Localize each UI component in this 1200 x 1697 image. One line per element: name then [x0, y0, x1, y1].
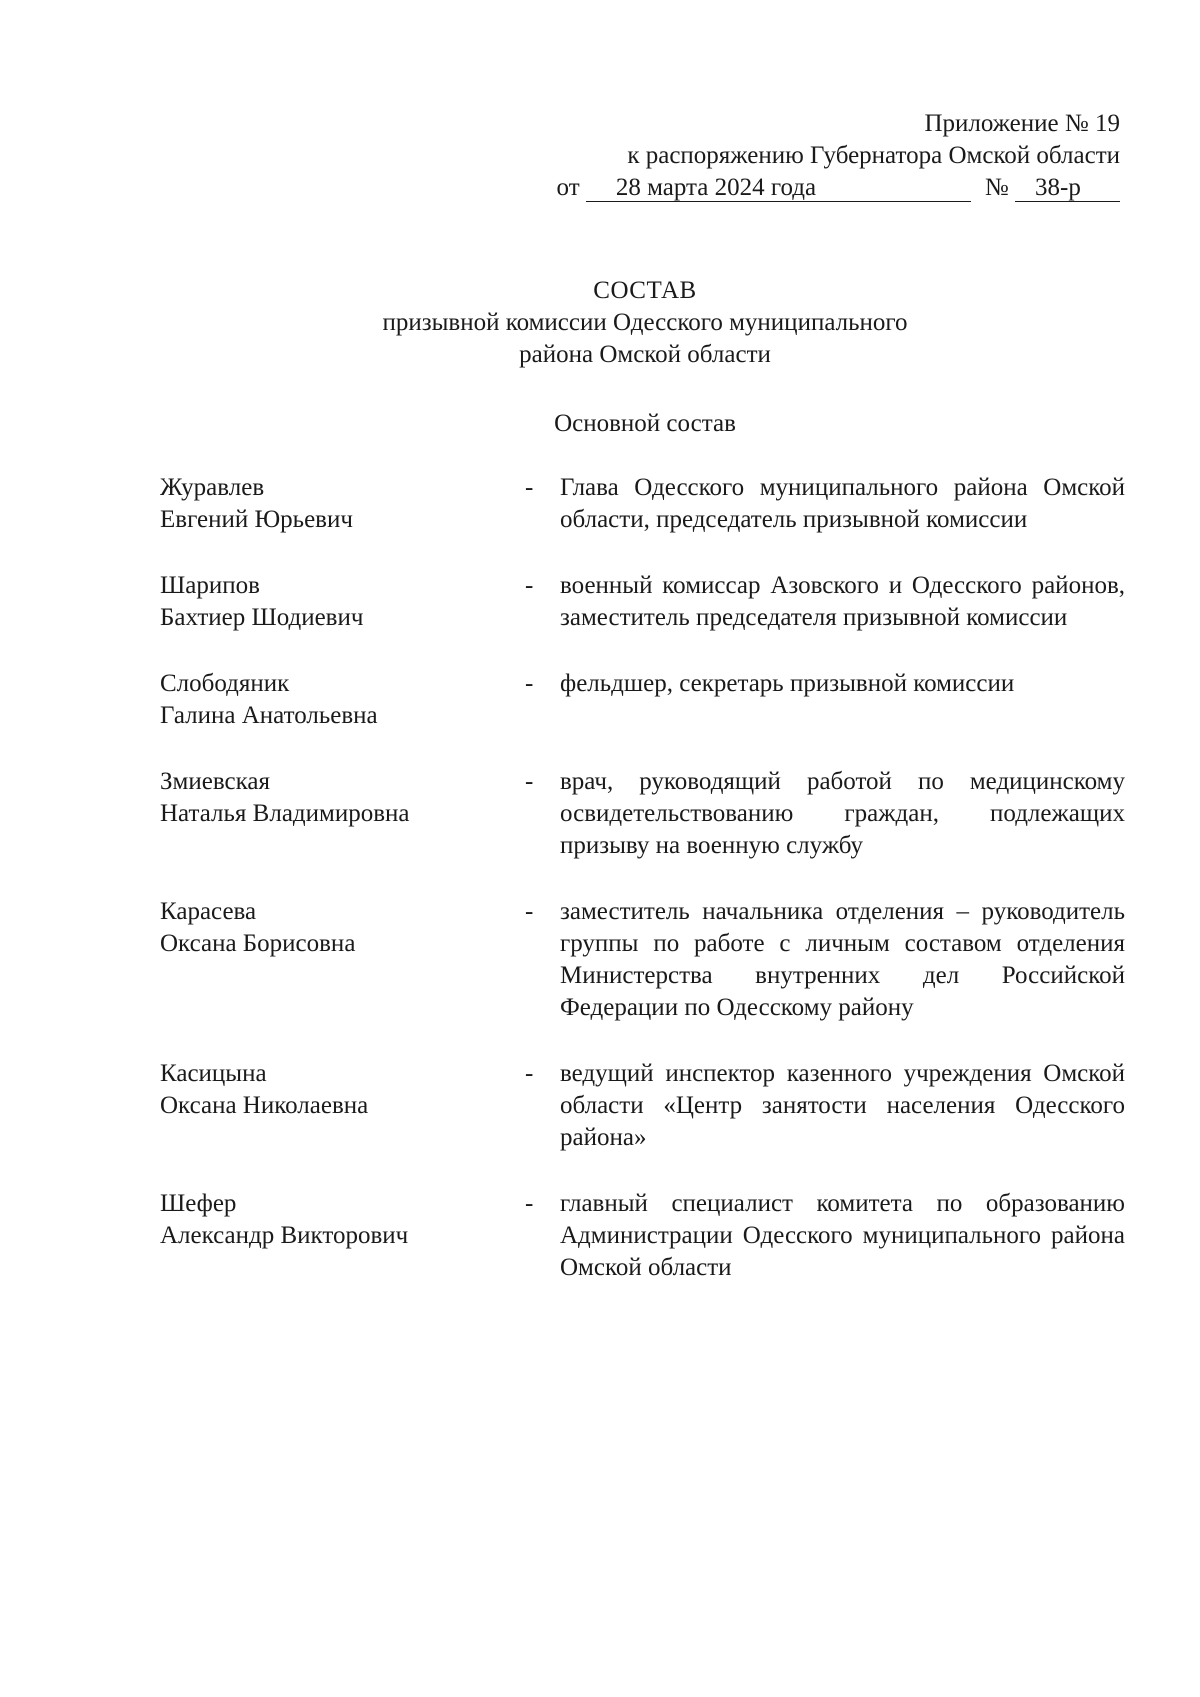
member-role: военный комиссар Азовского и Одесского районов, заместитель председателя призывной комиссии — [560, 572, 1125, 631]
member-surname: Касицына — [160, 1060, 267, 1087]
document-title — [0, 275, 1200, 371]
number-prefix: № — [984, 174, 1009, 201]
member-name — [160, 766, 520, 830]
member-row — [160, 1188, 1125, 1284]
member-given-names: Наталья Владимировна — [160, 800, 410, 827]
member-name — [160, 668, 520, 732]
member-surname: Шарипов — [160, 572, 260, 599]
order-date-number-line — [557, 172, 1120, 204]
member-row — [160, 766, 1125, 862]
member-given-names: Александр Викторович — [160, 1222, 409, 1249]
member-dash: - — [525, 474, 534, 501]
member-dash: - — [525, 572, 534, 599]
member-name — [160, 1058, 520, 1122]
member-dash: - — [525, 898, 534, 925]
members-list — [160, 472, 1125, 1318]
member-row — [160, 570, 1125, 634]
title-line-1: призывной комиссии Одесского муниципального — [382, 309, 908, 336]
member-dash: - — [525, 1190, 534, 1217]
member-name — [160, 472, 520, 536]
member-name — [160, 570, 520, 634]
member-role: Глава Одесского муниципального района Омской области, председатель призывной комиссии — [560, 474, 1125, 533]
member-surname: Слободяник — [160, 670, 290, 697]
member-row — [160, 1058, 1125, 1154]
member-dash: - — [525, 1060, 534, 1087]
member-given-names: Бахтиер Шодиевич — [160, 604, 364, 631]
member-surname: Журавлев — [160, 474, 265, 501]
member-surname: Шефер — [160, 1190, 237, 1217]
section-label: Основной состав — [554, 410, 736, 437]
date-prefix: от — [556, 174, 580, 201]
member-name — [160, 1188, 520, 1252]
member-given-names: Евгений Юрьевич — [160, 506, 353, 533]
order-date: 28 марта 2024 года — [586, 175, 971, 202]
order-number: 38-р — [1015, 175, 1120, 202]
appendix-header — [557, 108, 1120, 204]
member-given-names: Оксана Борисовна — [160, 930, 356, 957]
member-row — [160, 896, 1125, 1024]
order-reference: к распоряжению Губернатора Омской области — [627, 142, 1120, 169]
title-heading: СОСТАВ — [593, 277, 697, 304]
member-given-names: Оксана Николаевна — [160, 1092, 369, 1119]
member-role: врач, руководящий работой по медицинскому освидетельствованию граждан, подлежащих призыву на военную службу — [560, 768, 1125, 859]
member-row — [160, 668, 1125, 732]
member-given-names: Галина Анатольевна — [160, 702, 378, 729]
member-surname: Змиевская — [160, 768, 270, 795]
member-role: ведущий инспектор казенного учреждения Омской области «Центр занятости населения Одесского района» — [560, 1060, 1125, 1151]
member-surname: Карасева — [160, 898, 257, 925]
member-role: заместитель начальника отделения – руководитель группы по работе с личным составом отделения Министерства внутренних дел Российской Федерации по Одесскому району — [560, 898, 1125, 1021]
member-row — [160, 472, 1125, 536]
appendix-number: Приложение № 19 — [924, 110, 1120, 137]
member-name — [160, 896, 520, 960]
member-role: главный специалист комитета по образованию Администрации Одесского муниципального района Омской области — [560, 1190, 1125, 1281]
member-dash: - — [525, 768, 534, 795]
title-line-2: района Омской области — [519, 341, 771, 368]
member-dash: - — [525, 670, 534, 697]
member-role: фельдшер, секретарь призывной комиссии — [560, 670, 1015, 697]
